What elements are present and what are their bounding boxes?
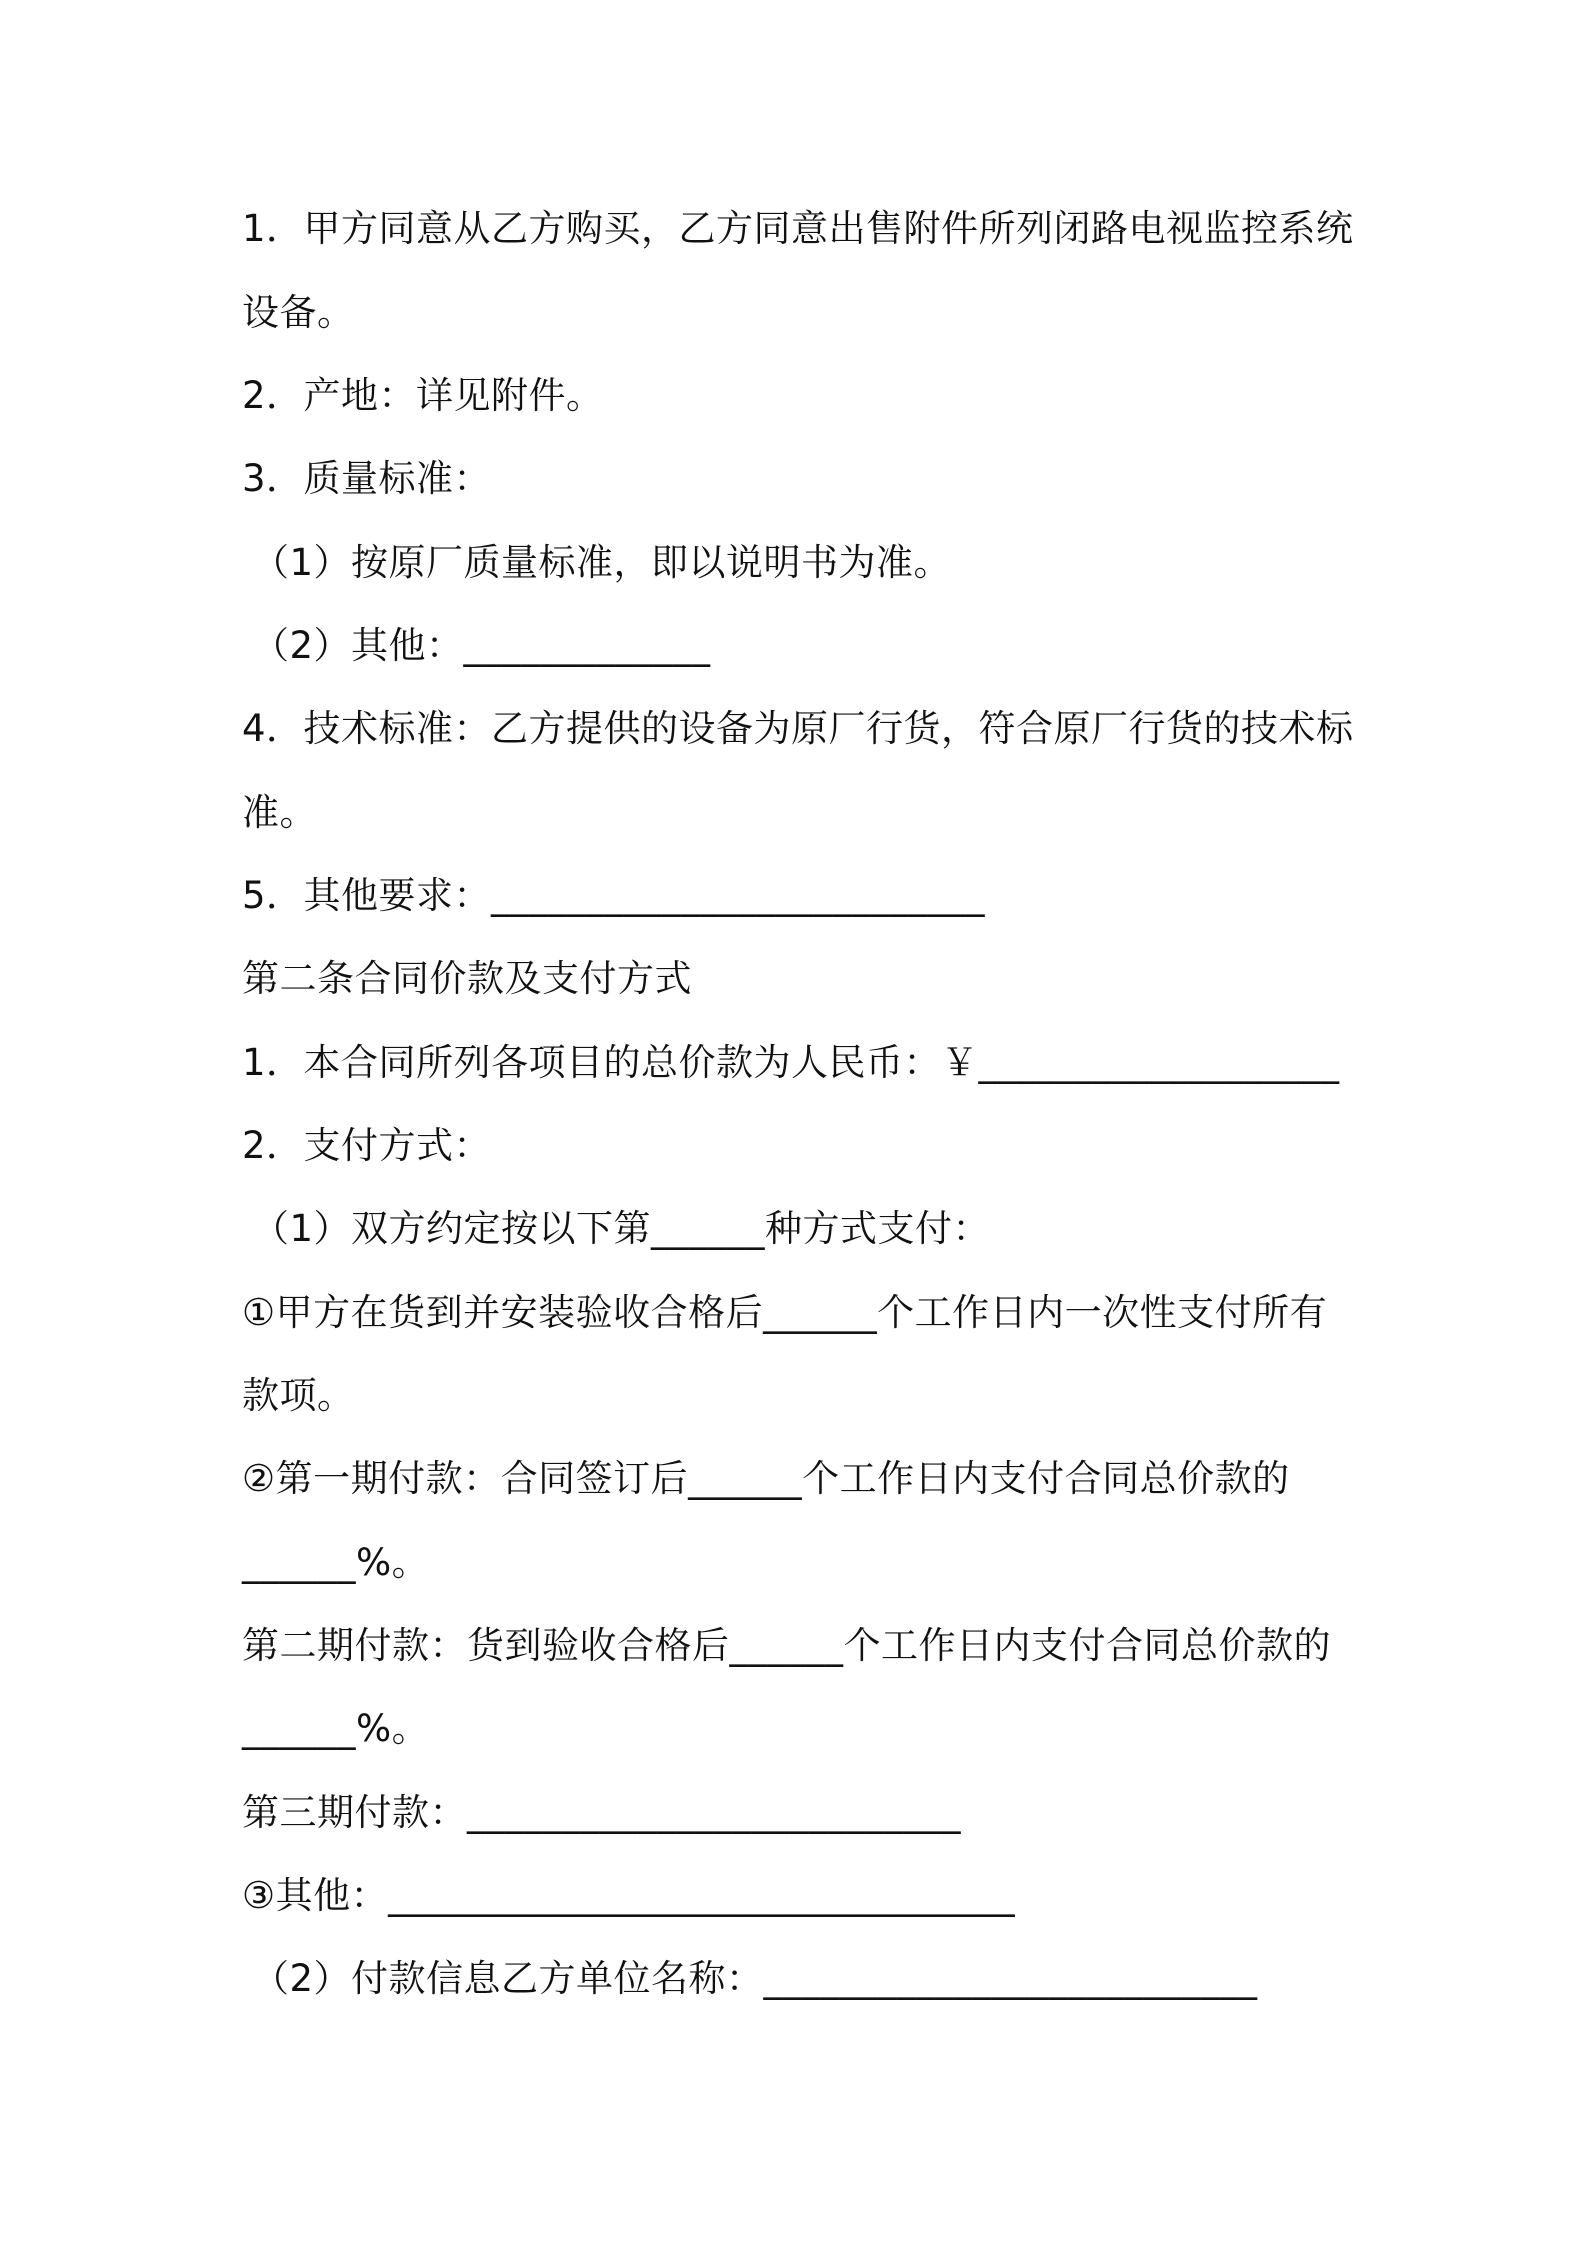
payment-info-payee-name: （2）付款信息乙方单位名称：__________________________ (252, 1957, 1258, 2000)
payment-option-2-phase-1-line-2: ______%。 (242, 1541, 430, 1584)
payment-option-select: （1）双方约定按以下第______种方式支付： (252, 1207, 991, 1250)
payment-option-2-phase-1-line-1: ②第一期付款：合同签订后______个工作日内支付合同总价款的 (242, 1457, 1290, 1500)
clause-3-item-2: （2）其他：_____________ (252, 624, 711, 667)
clause-3-item-1: （1）按原厂质量标准，即以说明书为准。 (252, 541, 952, 584)
payment-option-1-line-2: 款项。 (242, 1374, 355, 1417)
clause-5-other-requirements: 5．其他要求：__________________________ (242, 874, 986, 917)
payment-method-heading: 2．支付方式： (242, 1124, 492, 1167)
article-2-heading: 第二条合同价款及支付方式 (242, 957, 692, 1000)
clause-3-quality-heading: 3．质量标准： (242, 457, 492, 500)
payment-option-2-phase-2-line-1: 第二期付款：货到验收合格后______个工作日内支付合同总价款的 (242, 1624, 1331, 1667)
payment-option-2-phase-3: 第三期付款：__________________________ (242, 1791, 961, 1834)
clause-4-line-2: 准。 (242, 791, 317, 834)
payment-option-3-other: ③其他：_________________________________ (242, 1874, 1016, 1917)
clause-1-line-1: 1．甲方同意从乙方购买，乙方同意出售附件所列闭路电视监控系统 (242, 207, 1354, 250)
clause-1-line-2: 设备。 (242, 291, 355, 334)
price-clause: 1．本合同所列各项目的总价款为人民币：￥___________________ (242, 1041, 1340, 1084)
payment-option-2-phase-2-line-2: ______%。 (242, 1707, 430, 1750)
payment-option-1-line-1: ①甲方在货到并安装验收合格后______个工作日内一次性支付所有 (242, 1291, 1328, 1334)
clause-2-origin: 2．产地：详见附件。 (242, 374, 604, 417)
clause-4-line-1: 4．技术标准：乙方提供的设备为原厂行货，符合原厂行货的技术标 (242, 707, 1354, 750)
